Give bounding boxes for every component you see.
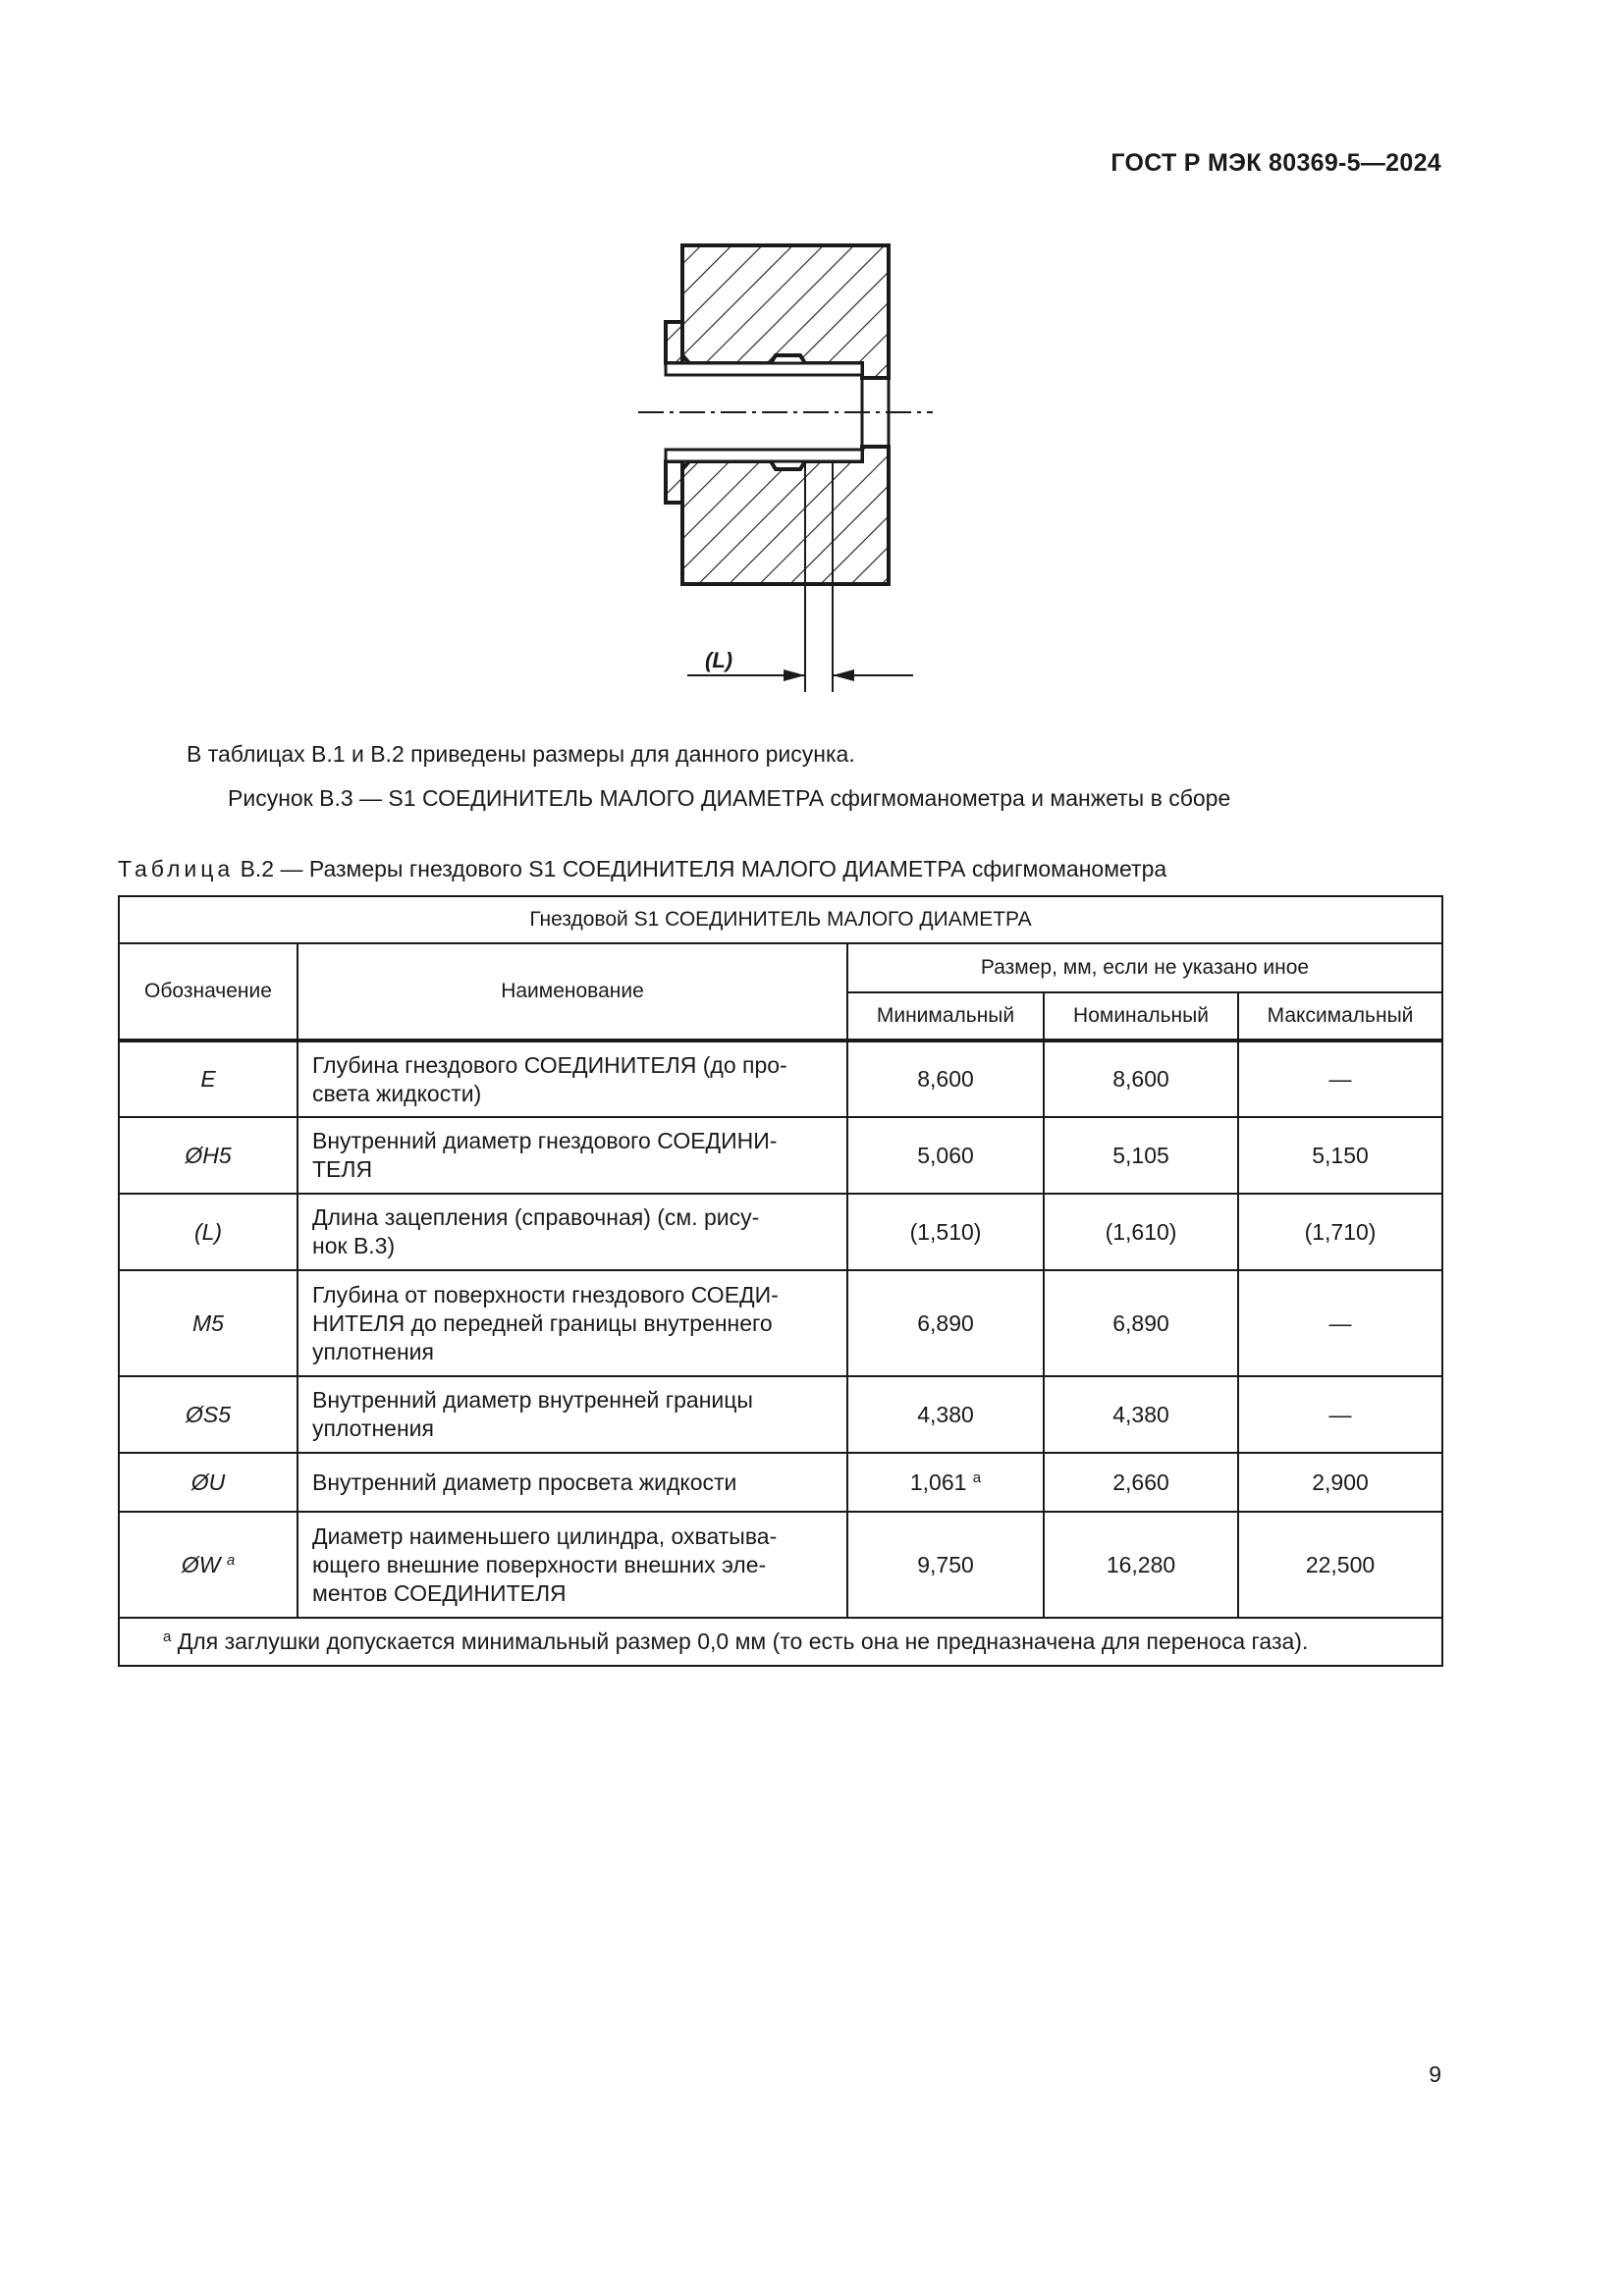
cell-designation-text: ØH5 — [185, 1142, 232, 1168]
cell-designation-text: M5 — [192, 1309, 224, 1336]
cell-min — [847, 1117, 1044, 1194]
cell-designation-text: (L) — [193, 1218, 223, 1245]
table-title — [118, 856, 1166, 882]
cell-name — [298, 1270, 847, 1376]
cell-nom-text: 8,600 — [1112, 1066, 1169, 1092]
table-footnote — [119, 1618, 1442, 1666]
table-row — [119, 1041, 1442, 1117]
cell-name-text: Длина зацепления (справочная) (см. рису- нок В.3) — [312, 1204, 760, 1258]
cell-designation — [119, 1194, 298, 1270]
cell-min — [847, 1453, 1044, 1512]
table-row — [119, 1453, 1442, 1512]
cell-min-text: 9,750 — [917, 1551, 974, 1577]
cell-min — [847, 1270, 1044, 1376]
col-designation-header: Обозначение — [119, 943, 298, 1041]
cell-name-text: Внутренний диаметр внутренней границы уплотнения — [312, 1387, 753, 1441]
cell-nom — [1044, 1376, 1238, 1453]
page-number: 9 — [1429, 2061, 1441, 2087]
cell-min — [847, 1041, 1044, 1117]
cell-designation — [119, 1453, 298, 1512]
cell-name-text: Глубина гнездового СОЕДИНИТЕЛЯ (до про- света жидкости) — [312, 1051, 787, 1106]
cell-nom — [1044, 1512, 1238, 1618]
col-max-header: Максимальный — [1238, 992, 1442, 1041]
cell-max-text: — — [1328, 1066, 1352, 1092]
cell-min — [847, 1376, 1044, 1453]
cell-max-text: (1,710) — [1304, 1218, 1377, 1245]
cell-name-text: Внутренний диаметр гнездового СОЕДИНИ- ТЕЛЯ — [312, 1128, 778, 1182]
cell-name — [298, 1512, 847, 1618]
standard-header: ГОСТ Р МЭК 80369-5—2024 — [1110, 149, 1441, 177]
cell-designation — [119, 1512, 298, 1618]
cell-max-text: 2,900 — [1312, 1468, 1369, 1495]
figure-caption: Рисунок В.3 — S1 СОЕДИНИТЕЛЬ МАЛОГО ДИАМЕТРА сфигмоманометра и манжеты в сборе — [228, 785, 1231, 811]
footnote-ref: a — [226, 1551, 236, 1569]
table-row — [119, 1512, 1442, 1618]
cell-nom — [1044, 1270, 1238, 1376]
cell-nom-text: 4,380 — [1112, 1401, 1169, 1427]
col-size-header: Размер, мм, если не указано иное — [847, 943, 1442, 992]
cell-nom-text: 16,280 — [1106, 1551, 1176, 1577]
cell-nom — [1044, 1117, 1238, 1194]
cell-designation — [119, 1041, 298, 1117]
lower-body-section — [682, 447, 889, 584]
cell-max-text: 22,500 — [1305, 1551, 1376, 1577]
footnote-mark: a — [163, 1629, 172, 1645]
col-min-header: Минимальный — [847, 992, 1044, 1041]
dimension-label: (L) — [705, 648, 733, 672]
cell-min-text: 8,600 — [917, 1066, 974, 1092]
cell-designation-text: ØW — [181, 1551, 221, 1577]
footnote-text: Для заглушки допускается минимальный размер 0,0 мм (то есть она не предназначена для переноса газа). — [177, 1629, 1309, 1654]
cell-max-text: — — [1328, 1309, 1352, 1336]
connector-cross-section-drawing — [628, 226, 943, 717]
cell-max — [1238, 1117, 1442, 1194]
table-body — [119, 1041, 1442, 1618]
cell-name — [298, 1194, 847, 1270]
cell-name — [298, 1376, 847, 1453]
col-nom-header: Номинальный — [1044, 992, 1238, 1041]
cell-min-text: 1,061 — [909, 1468, 967, 1495]
table-row — [119, 1194, 1442, 1270]
cell-min-text: 4,380 — [917, 1401, 974, 1427]
cell-min-text: 5,060 — [917, 1142, 974, 1168]
table-row — [119, 1376, 1442, 1453]
left-flange — [666, 322, 682, 363]
cell-nom-text: 6,890 — [1112, 1309, 1169, 1336]
cell-max — [1238, 1194, 1442, 1270]
group-header: Гнездовой S1 СОЕДИНИТЕЛЬ МАЛОГО ДИАМЕТРА — [119, 896, 1442, 943]
figure-note: В таблицах В.1 и В.2 приведены размеры для данного рисунка. — [187, 741, 855, 767]
left-flange-lower — [666, 461, 682, 503]
cell-max — [1238, 1376, 1442, 1453]
cell-designation — [119, 1376, 298, 1453]
cell-designation — [119, 1270, 298, 1376]
col-name-header: Наименование — [298, 943, 847, 1041]
cell-designation-text: ØS5 — [185, 1401, 232, 1427]
cell-nom — [1044, 1194, 1238, 1270]
cell-min — [847, 1512, 1044, 1618]
cell-designation-text: E — [200, 1066, 216, 1092]
cell-nom-text: 2,660 — [1112, 1468, 1169, 1495]
cell-name — [298, 1117, 847, 1194]
cell-name-text: Диаметр наименьшего цилиндра, охватыва- ющего внешние поверхности внешних эле- ментов СОЕДИНИТЕЛЯ — [312, 1522, 778, 1606]
cell-min-text: 6,890 — [917, 1309, 974, 1336]
cell-min — [847, 1194, 1044, 1270]
cell-name-text: Внутренний диаметр просвета жидкости — [312, 1468, 737, 1495]
cell-nom-text: (1,610) — [1105, 1218, 1177, 1245]
cell-name — [298, 1453, 847, 1512]
upper-body-section — [682, 245, 889, 378]
cell-max — [1238, 1453, 1442, 1512]
cell-max-text: 5,150 — [1312, 1142, 1369, 1168]
cell-designation-text: ØU — [190, 1468, 226, 1495]
cell-nom-text: 5,105 — [1112, 1142, 1169, 1168]
cell-max — [1238, 1270, 1442, 1376]
table-label: Таблица — [118, 856, 235, 881]
cell-name-text: Глубина от поверхности гнездового СОЕДИ- НИТЕЛЯ до передней границы внутреннего уплотнения — [312, 1281, 779, 1364]
cell-min-text: (1,510) — [909, 1218, 982, 1245]
cell-max-text: — — [1328, 1401, 1352, 1427]
dimensions-table — [118, 895, 1443, 1667]
table-row — [119, 1270, 1442, 1376]
cell-max — [1238, 1512, 1442, 1618]
cell-designation — [119, 1117, 298, 1194]
cell-max — [1238, 1041, 1442, 1117]
cell-nom — [1044, 1453, 1238, 1512]
footnote-ref: a — [972, 1468, 982, 1486]
cell-name — [298, 1041, 847, 1117]
table-title-text: В.2 — Размеры гнездового S1 СОЕДИНИТЕЛЯ МАЛОГО ДИАМЕТРА сфигмоманометра — [240, 856, 1167, 881]
table-row — [119, 1117, 1442, 1194]
cell-nom — [1044, 1041, 1238, 1117]
